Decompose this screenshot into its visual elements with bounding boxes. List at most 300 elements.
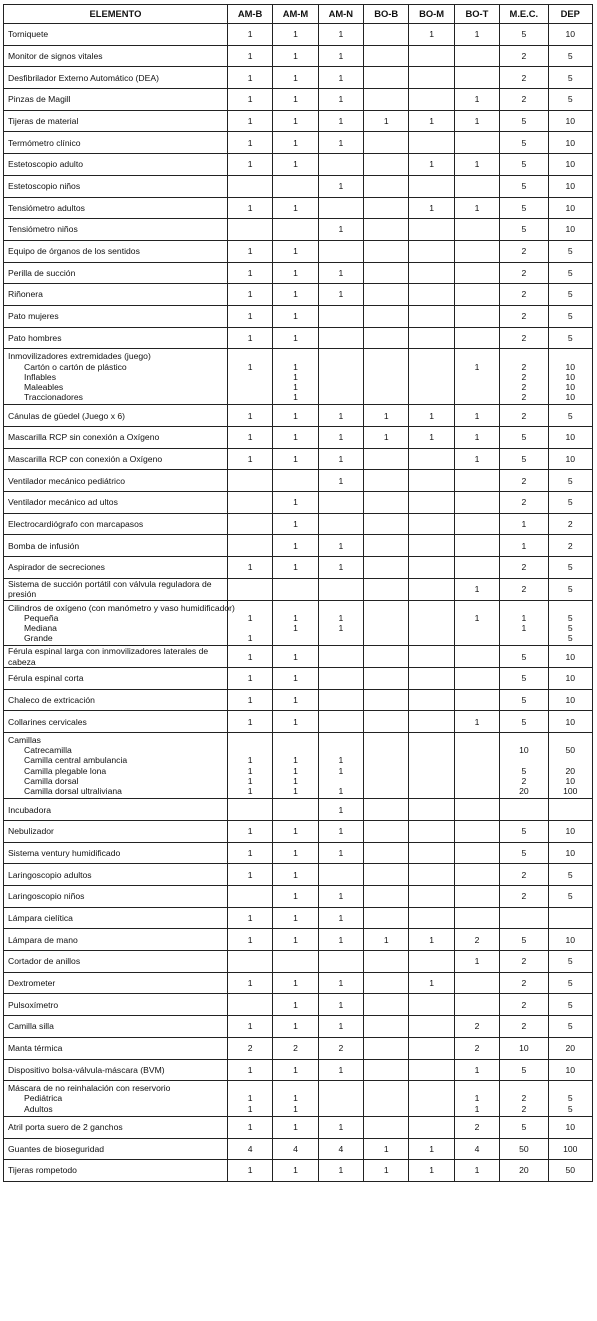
spacer (411, 1083, 451, 1093)
element-name-cell (4, 600, 235, 646)
quantity-cell (318, 197, 363, 219)
spacer (457, 351, 497, 361)
quantity-cell: 10 (548, 110, 592, 132)
quantity-value (321, 362, 361, 372)
quantity-cell (454, 492, 499, 514)
quantity-value (411, 362, 451, 372)
quantity-cell (454, 305, 499, 327)
header-row (4, 5, 593, 24)
spacer (551, 1083, 590, 1093)
quantity-cell: 1 (273, 132, 318, 154)
quantity-cell: 1 (273, 886, 318, 908)
table-row (4, 1116, 593, 1138)
element-name-cell: Cánulas de güedel (Juego x 6) (4, 405, 228, 427)
quantity-cell: 1 (454, 197, 499, 219)
quantity-cell: 1 (318, 557, 363, 579)
quantity-cell (454, 689, 499, 711)
quantity-cell (454, 470, 499, 492)
element-name-cell: Incubadora (4, 799, 228, 821)
quantity-cell (364, 1116, 409, 1138)
element-name-cell: Laringoscopio niños (4, 886, 228, 908)
quantity-cell (364, 535, 409, 557)
col-header-elemento: ELEMENTO (4, 5, 228, 24)
spacer (366, 603, 406, 613)
quantity-value (366, 633, 406, 643)
quantity-cell (364, 89, 409, 111)
table-row (4, 689, 593, 711)
quantity-cell: 5 (500, 427, 548, 449)
quantity-value: 1 (338, 622, 344, 633)
quantity-cell (318, 600, 363, 646)
spacer (230, 1083, 270, 1093)
quantity-cell (318, 668, 363, 690)
quantity-cell (409, 951, 454, 973)
quantity-cell: 1 (227, 557, 272, 579)
quantity-cell (318, 864, 363, 886)
quantity-cell: 10 (548, 24, 592, 46)
quantity-cell: 1 (454, 154, 499, 176)
element-name-cell: Guantes de bioseguridad (4, 1138, 228, 1160)
quantity-value (275, 745, 315, 755)
quantity-cell (409, 907, 454, 929)
quantity-cell (454, 842, 499, 864)
quantity-cell (318, 951, 363, 973)
quantity-cell: 5 (548, 886, 592, 908)
quantity-value: 1 (247, 633, 253, 644)
quantity-cell (454, 864, 499, 886)
quantity-cell (364, 327, 409, 349)
element-name-cell: Tensiómetro adultos (4, 197, 228, 219)
group-label: Máscara de no reinhalación con reservorio (8, 1083, 171, 1094)
quantity-value: 1 (247, 775, 253, 786)
sub-item-label: Adultos (24, 1103, 53, 1114)
quantity-cell: 1 (273, 240, 318, 262)
table-row (4, 1016, 593, 1038)
quantity-cell: 2 (548, 513, 592, 535)
table-row (4, 67, 593, 89)
quantity-cell: 1 (273, 864, 318, 886)
element-name-cell: Desfibrilador Externo Automático (DEA) (4, 67, 228, 89)
quantity-value: 1 (521, 612, 527, 623)
quantity-cell: 1 (318, 886, 363, 908)
quantity-cell: 1 (227, 67, 272, 89)
quantity-cell: 1 (273, 1160, 318, 1182)
quantity-cell: 5 (500, 24, 548, 46)
sub-item-label: Cartón o cartón de plástico (24, 361, 127, 372)
quantity-cell (409, 327, 454, 349)
quantity-cell (273, 470, 318, 492)
quantity-cell: 2 (500, 470, 548, 492)
quantity-value: 5 (567, 633, 573, 644)
quantity-value (230, 392, 270, 402)
quantity-cell: 10 (548, 175, 592, 197)
quantity-cell (364, 67, 409, 89)
quantity-cell: 1 (318, 929, 363, 951)
quantity-cell: 1 (273, 689, 318, 711)
quantity-cell: 4 (454, 1138, 499, 1160)
quantity-value: 1 (293, 612, 298, 623)
quantity-cell: 1 (273, 535, 318, 557)
quantity-cell: 1 (454, 110, 499, 132)
quantity-value: 5 (567, 612, 573, 623)
quantity-cell (364, 951, 409, 973)
quantity-cell: 10 (548, 197, 592, 219)
quantity-cell: 2 (454, 1037, 499, 1059)
quantity-cell: 1 (227, 327, 272, 349)
quantity-cell (273, 799, 318, 821)
quantity-value (411, 745, 451, 755)
quantity-cell: 5 (548, 240, 592, 262)
quantity-cell (364, 1037, 409, 1059)
quantity-cell: 1 (273, 513, 318, 535)
quantity-cell: 1 (273, 89, 318, 111)
col-header-mec: M.E.C. (500, 5, 548, 24)
quantity-value: 2 (521, 775, 527, 786)
quantity-cell: 5 (548, 972, 592, 994)
quantity-cell: 5 (548, 951, 592, 973)
table-row (4, 219, 593, 241)
table-row (4, 864, 593, 886)
quantity-cell: 2 (500, 240, 548, 262)
quantity-cell: 1 (318, 535, 363, 557)
quantity-cell: 10 (500, 1037, 548, 1059)
quantity-cell: 2 (454, 929, 499, 951)
quantity-value (551, 755, 590, 765)
quantity-cell (364, 305, 409, 327)
spacer (411, 351, 451, 361)
quantity-cell (409, 994, 454, 1016)
quantity-value: 2 (521, 1093, 527, 1104)
quantity-value (321, 372, 361, 382)
quantity-cell: 1 (227, 711, 272, 733)
quantity-cell: 1 (318, 284, 363, 306)
table-row (4, 327, 593, 349)
quantity-cell: 5 (548, 994, 592, 1016)
quantity-cell: 2 (454, 1116, 499, 1138)
quantity-value (321, 382, 361, 392)
quantity-value (366, 613, 406, 623)
quantity-cell (409, 799, 454, 821)
quantity-value (321, 1093, 361, 1103)
quantity-value (457, 382, 497, 392)
quantity-value: 1 (474, 612, 480, 623)
quantity-cell: 2 (500, 864, 548, 886)
element-name-cell: Monitor de signos vitales (4, 45, 228, 67)
quantity-cell (409, 45, 454, 67)
quantity-cell (364, 799, 409, 821)
quantity-cell (409, 1016, 454, 1038)
quantity-cell (500, 907, 548, 929)
element-name-cell: Aspirador de secreciones (4, 557, 228, 579)
quantity-value (457, 766, 497, 776)
col-header-bo-t: BO-T (454, 5, 499, 24)
quantity-value (230, 372, 270, 382)
quantity-cell (500, 1081, 548, 1117)
quantity-value: 1 (247, 765, 253, 776)
quantity-cell: 1 (318, 907, 363, 929)
quantity-cell: 2 (500, 951, 548, 973)
quantity-cell: 5 (548, 557, 592, 579)
sub-item-label: Traccionadores (24, 392, 83, 403)
quantity-cell (409, 132, 454, 154)
quantity-cell: 2 (500, 67, 548, 89)
quantity-cell (548, 907, 592, 929)
sub-item-label: Catrecamilla (24, 745, 72, 756)
element-name-cell: Pato hombres (4, 327, 228, 349)
quantity-cell: 5 (548, 284, 592, 306)
quantity-cell: 1 (227, 646, 272, 668)
quantity-cell (364, 886, 409, 908)
element-name-cell: Pulsoxímetro (4, 994, 228, 1016)
quantity-value: 10 (565, 361, 576, 372)
quantity-value: 5 (567, 1103, 573, 1114)
quantity-cell (409, 646, 454, 668)
table-row (4, 907, 593, 929)
quantity-cell (318, 154, 363, 176)
quantity-cell: 1 (409, 110, 454, 132)
quantity-value: 1 (338, 755, 344, 766)
quantity-cell: 5 (500, 820, 548, 842)
element-name-cell: Tensiómetro niños (4, 219, 228, 241)
quantity-cell (227, 1081, 272, 1117)
quantity-value: 1 (293, 371, 298, 382)
quantity-value (411, 1104, 451, 1114)
quantity-cell: 1 (227, 689, 272, 711)
quantity-cell: 1 (409, 929, 454, 951)
quantity-value: 2 (521, 1103, 527, 1114)
table-row (4, 820, 593, 842)
quantity-cell (273, 175, 318, 197)
quantity-cell: 10 (548, 711, 592, 733)
quantity-cell (409, 492, 454, 514)
spacer (275, 735, 315, 745)
quantity-cell (364, 349, 409, 405)
spacer (457, 735, 497, 745)
quantity-cell: 2 (500, 578, 548, 600)
quantity-value (230, 745, 270, 755)
quantity-cell (364, 240, 409, 262)
quantity-cell: 1 (318, 262, 363, 284)
quantity-cell (409, 578, 454, 600)
quantity-cell: 1 (318, 1059, 363, 1081)
quantity-cell: 1 (318, 470, 363, 492)
quantity-cell: 1 (273, 110, 318, 132)
sub-item-label: Pediátrica (24, 1093, 63, 1104)
quantity-cell: 5 (500, 1059, 548, 1081)
quantity-value (366, 1093, 406, 1103)
table-row (4, 349, 593, 405)
quantity-cell (227, 470, 272, 492)
quantity-cell: 1 (273, 197, 318, 219)
quantity-cell: 1 (454, 578, 499, 600)
quantity-cell: 1 (318, 67, 363, 89)
quantity-cell: 5 (548, 262, 592, 284)
quantity-value: 2 (521, 361, 527, 372)
quantity-cell: 1 (409, 1160, 454, 1182)
quantity-cell: 1 (227, 929, 272, 951)
spacer (321, 603, 361, 613)
quantity-cell: 5 (548, 492, 592, 514)
quantity-cell: 5 (548, 89, 592, 111)
quantity-cell: 5 (500, 219, 548, 241)
table-row (4, 470, 593, 492)
element-name-cell: Atril porta suero de 2 ganchos (4, 1116, 228, 1138)
quantity-value: 2 (521, 381, 527, 392)
quantity-value (457, 623, 497, 633)
quantity-cell: 10 (548, 842, 592, 864)
quantity-cell (273, 1081, 318, 1117)
quantity-cell: 10 (548, 1059, 592, 1081)
quantity-value (411, 786, 451, 796)
spacer (551, 603, 590, 613)
quantity-cell (548, 1081, 592, 1117)
quantity-cell: 5 (500, 711, 548, 733)
sub-item-label: Grande (24, 633, 53, 644)
table-row (4, 535, 593, 557)
table-row (4, 668, 593, 690)
quantity-value (366, 776, 406, 786)
quantity-cell (364, 1081, 409, 1117)
quantity-value: 1 (247, 1093, 253, 1104)
quantity-cell: 2 (500, 994, 548, 1016)
spacer (551, 735, 590, 745)
quantity-cell (454, 820, 499, 842)
quantity-value (457, 776, 497, 786)
quantity-cell: 1 (273, 1059, 318, 1081)
quantity-cell: 1 (454, 427, 499, 449)
quantity-value: 1 (293, 775, 298, 786)
quantity-cell (500, 733, 548, 799)
quantity-cell (500, 799, 548, 821)
quantity-cell: 1 (227, 154, 272, 176)
quantity-cell: 5 (500, 1116, 548, 1138)
quantity-cell: 2 (500, 89, 548, 111)
quantity-value (457, 745, 497, 755)
quantity-cell: 1 (273, 929, 318, 951)
quantity-value (275, 633, 315, 643)
quantity-cell (454, 262, 499, 284)
quantity-cell: 1 (409, 24, 454, 46)
quantity-cell (409, 240, 454, 262)
element-name-cell (4, 1081, 228, 1117)
quantity-value: 1 (293, 1093, 298, 1104)
quantity-cell (409, 668, 454, 690)
table-row (4, 427, 593, 449)
quantity-cell (364, 557, 409, 579)
quantity-cell: 1 (227, 842, 272, 864)
quantity-cell (318, 305, 363, 327)
quantity-cell: 2 (548, 535, 592, 557)
quantity-cell: 1 (273, 646, 318, 668)
quantity-cell: 1 (454, 405, 499, 427)
quantity-cell (273, 600, 318, 646)
element-name-cell: Lámpara de mano (4, 929, 228, 951)
quantity-value: 1 (247, 786, 253, 797)
sub-item-label: Camilla dorsal (24, 775, 79, 786)
table-row (4, 89, 593, 111)
group-label: Camillas (8, 735, 41, 746)
quantity-cell (409, 864, 454, 886)
quantity-cell: 4 (318, 1138, 363, 1160)
quantity-cell: 2 (500, 886, 548, 908)
quantity-cell (364, 994, 409, 1016)
quantity-value: 1 (293, 755, 298, 766)
table-row (4, 886, 593, 908)
table-row (4, 1081, 593, 1117)
quantity-cell (227, 951, 272, 973)
quantity-cell: 2 (454, 1016, 499, 1038)
quantity-value: 10 (565, 381, 576, 392)
table-row (4, 600, 593, 646)
spacer (411, 603, 451, 613)
quantity-cell (454, 799, 499, 821)
quantity-cell: 1 (318, 842, 363, 864)
quantity-value: 1 (247, 361, 253, 372)
quantity-cell: 20 (548, 1037, 592, 1059)
quantity-cell (409, 711, 454, 733)
quantity-value (366, 745, 406, 755)
quantity-cell: 1 (227, 907, 272, 929)
quantity-cell (364, 578, 409, 600)
quantity-cell (364, 646, 409, 668)
quantity-cell: 50 (500, 1138, 548, 1160)
quantity-value (457, 786, 497, 796)
quantity-cell (364, 219, 409, 241)
quantity-value (366, 1104, 406, 1114)
quantity-cell: 1 (273, 842, 318, 864)
element-name-cell: Férula espinal larga con inmovilizadores laterales de cabeza (4, 646, 228, 668)
quantity-cell: 1 (364, 929, 409, 951)
quantity-cell: 1 (318, 132, 363, 154)
quantity-value: 5 (521, 765, 527, 776)
quantity-cell (227, 175, 272, 197)
quantity-cell (227, 994, 272, 1016)
element-name-cell: Estetoscopio adulto (4, 154, 228, 176)
quantity-cell (409, 557, 454, 579)
element-name-cell: Estetoscopio niños (4, 175, 228, 197)
quantity-cell: 1 (273, 327, 318, 349)
quantity-value: 1 (293, 1103, 298, 1114)
quantity-cell (409, 842, 454, 864)
quantity-cell: 1 (273, 1016, 318, 1038)
quantity-value: 1 (521, 622, 527, 633)
quantity-cell (409, 262, 454, 284)
table-row (4, 405, 593, 427)
quantity-value (321, 776, 361, 786)
quantity-cell: 5 (500, 646, 548, 668)
quantity-cell (454, 668, 499, 690)
quantity-value (321, 745, 361, 755)
table-row (4, 154, 593, 176)
quantity-cell: 1 (227, 1059, 272, 1081)
quantity-cell (364, 513, 409, 535)
element-name-cell: Laringoscopio adultos (4, 864, 228, 886)
quantity-cell (318, 578, 363, 600)
element-name-cell: Sistema de succión portátil con válvula reguladora de presión (4, 578, 228, 600)
quantity-cell: 5 (548, 578, 592, 600)
quantity-cell (548, 799, 592, 821)
quantity-cell: 1 (318, 427, 363, 449)
quantity-cell: 10 (548, 427, 592, 449)
quantity-cell: 4 (227, 1138, 272, 1160)
spacer (321, 1083, 361, 1093)
quantity-cell (364, 470, 409, 492)
element-name-cell: Torniquete (4, 24, 228, 46)
quantity-cell: 10 (548, 646, 592, 668)
quantity-value (366, 372, 406, 382)
quantity-cell (454, 972, 499, 994)
spacer (366, 1083, 406, 1093)
